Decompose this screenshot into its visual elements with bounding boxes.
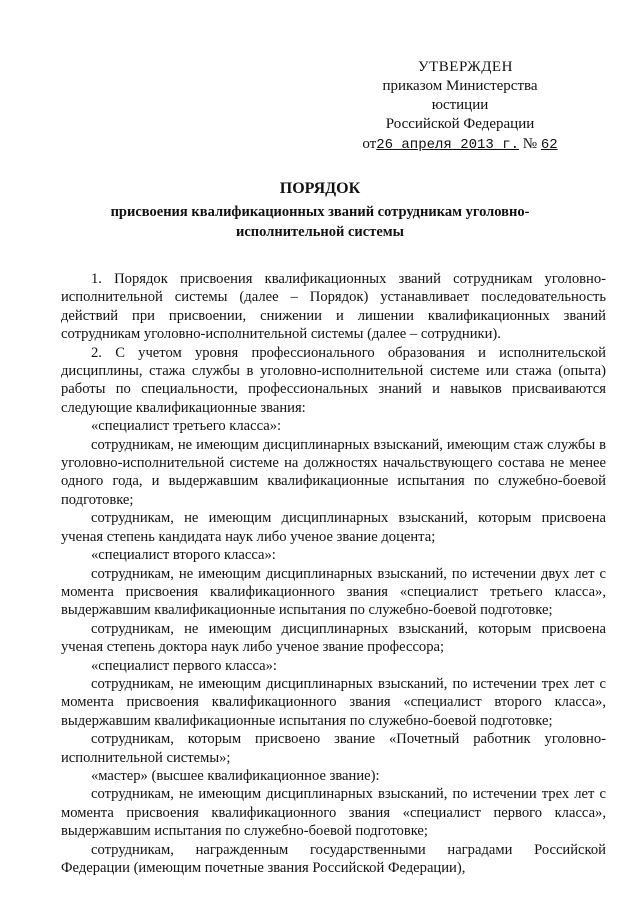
paragraph: сотрудникам, не имеющим дисциплинарных взысканий, по истечении трех лет с момента присвоения квалификационного звания «специалист второго класса», выдержавшим квалификационные испытания по служебно-боевой подготовке; — [61, 675, 606, 729]
paragraph: «специалист второго класса»: — [91, 547, 276, 564]
approval-date-prefix: от — [362, 136, 377, 152]
paragraph: сотрудникам, награжденным государственными наградами Российской Федерации (имеющим почетные звания Российской Федерации), — [61, 841, 606, 876]
document-subtitle: присвоения квалификационных званий сотрудникам уголовно-исполнительной системы — [110, 204, 530, 240]
approval-number: 62 — [540, 137, 558, 153]
approval-title: УТВЕРЖДЕН — [418, 59, 513, 75]
paragraph: «мастер» (высшее квалификационное звание): — [91, 767, 380, 784]
paragraph: «специалист третьего класса»: — [91, 418, 282, 435]
paragraph: «специалист первого класса»: — [91, 657, 277, 674]
paragraph: сотрудникам, которым присвоено звание «Почетный работник уголовно-исполнительной системы»; — [61, 731, 606, 766]
document-title: ПОРЯДОК — [279, 180, 361, 197]
paragraph: сотрудникам, не имеющим дисциплинарных взысканий, по истечении двух лет с момента присвоения квалификационного звания «специалист третьего класса», выдержавшим квалификационные испытания по служебно-боевой подготовке; — [61, 565, 606, 619]
document-body — [61, 270, 606, 877]
approval-order-line — [355, 135, 565, 155]
paragraph: сотрудникам, не имеющим дисциплинарных взысканий, по истечении трех лет с момента присвоения квалификационного звания «специалист первого класса», выдержавшим испытания по служебно-боевой подготовке; — [61, 786, 606, 840]
approval-line-1: приказом Министерства юстиции — [382, 78, 538, 113]
approval-date: 26 апреля 2013 г. — [376, 137, 520, 153]
paragraph: сотрудникам, не имеющим дисциплинарных взысканий, которым присвоена ученая степень кандидата наук либо ученое звание доцента; — [61, 510, 606, 545]
approval-line-2: Российской Федерации — [385, 116, 535, 132]
approval-number-prefix: № — [522, 136, 538, 152]
paragraph: сотрудникам, не имеющим дисциплинарных взысканий, которым присвоена ученая степень доктора наук либо ученое звание профессора; — [61, 620, 606, 656]
paragraph: 1. Порядок присвоения квалификационных званий сотрудникам уголовно-исполнительной системы (далее – Порядок) устанавливает последовательность действий при присвоении, снижении и лишении квалификационных званий сотрудникам уголовно-исполнительной системы (далее – сотрудники). — [61, 271, 606, 343]
paragraph: сотрудникам, не имеющим дисциплинарных взысканий, имеющим стаж службы в уголовно-исполнительной системе на должностях начальствующего состава не менее одного года, и выдержавшим квалификационные испытания по служебно-боевой подготовке; — [61, 436, 606, 508]
paragraph: 2. С учетом уровня профессионального образования и исполнительской дисциплины, стажа службы в уголовно-исполнительной системе или стажа (опыта) работы по специальности, профессиональных знаний и навыков присваиваются следующие квалификационные звания: — [61, 344, 606, 416]
approval-stamp — [355, 58, 595, 155]
